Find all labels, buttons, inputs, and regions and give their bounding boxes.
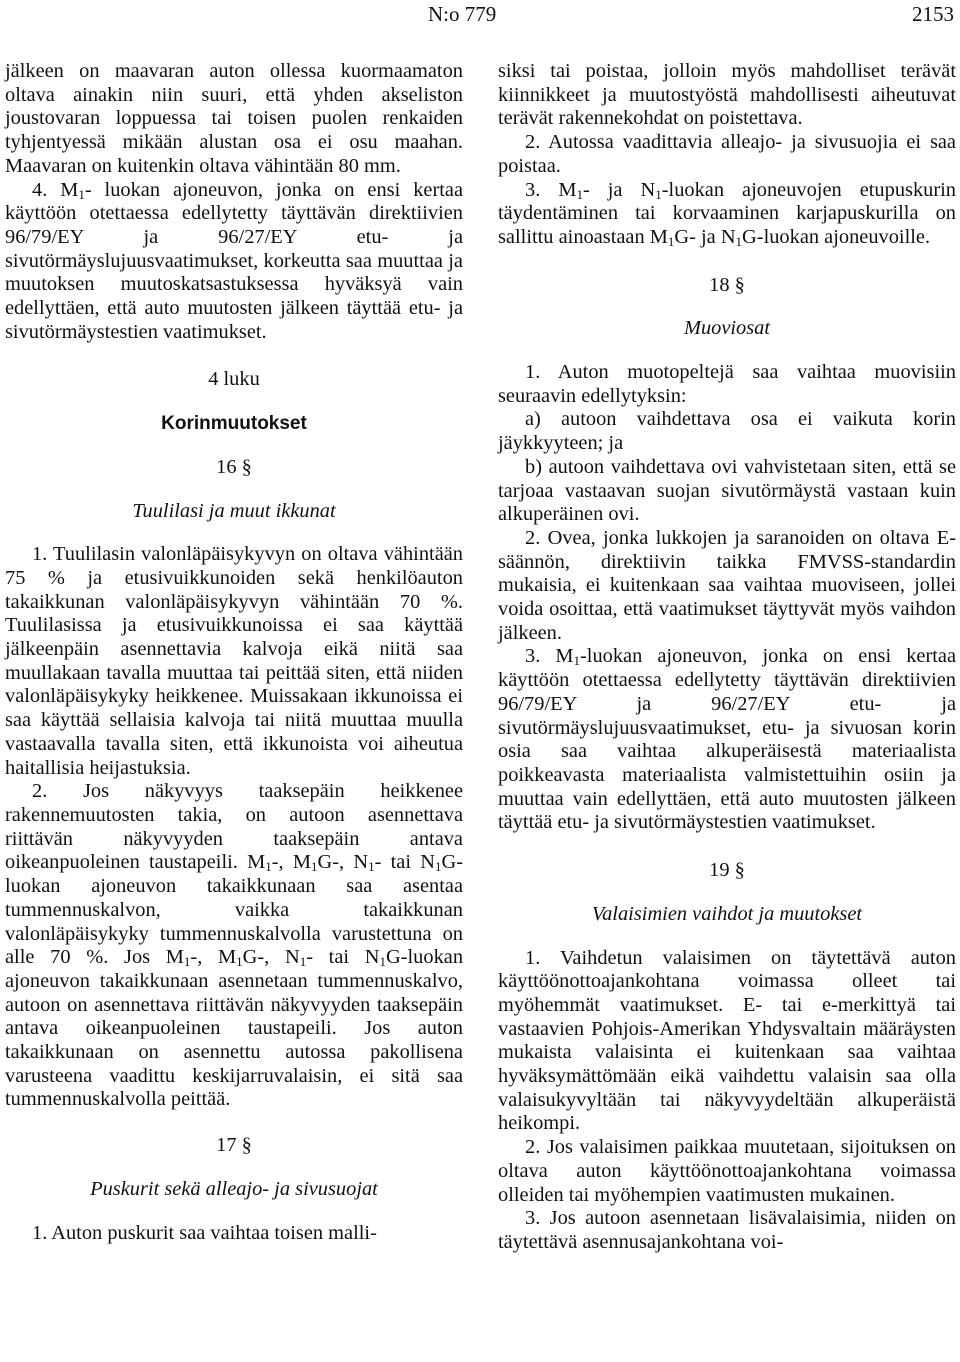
text-run: -luokan ajoneuvojen etupuskurin täydentäminen tai korvaaminen karjapuskurilla on sallittu ainoastaan M [498, 178, 956, 248]
right-column [498, 60, 956, 1255]
text-run: G-luokan ajoneuvoille. [742, 225, 931, 248]
text-run: G-luokan ajoneuvon takaikkunaan asennetaan tummennuskalvo, autoon on asennettava riittävän näkyvyyden taaksepäin antava oikeanpuoleinen taustapeili. Jos auton takaikkunaan on asennettu autossa pakollisena varusteena vaadittu keskijarruvalaisin, ei sitä saa tummennuskalvolla peittää. [5, 946, 464, 1111]
subscript: 1 [655, 186, 662, 202]
subscript: 1 [576, 186, 583, 202]
text-run: G-, N [242, 946, 300, 969]
paragraph-19-3: 3. Jos autoon asennetaan lisävalaisimia, niiden on täytettävä asennusajankohtana voi- [498, 1207, 956, 1253]
section-18-title: Muoviosat [683, 317, 771, 340]
subscript: 1 [299, 954, 307, 970]
section-19-heading: 19 § [709, 859, 745, 882]
section-18-heading: 18 § [709, 273, 745, 296]
chapter-title: Korinmuutokset [161, 413, 307, 435]
document-number: N:o 779 [428, 2, 497, 26]
text-run: - ja N [582, 178, 656, 201]
subscript: 1 [183, 954, 191, 970]
subscript: 1 [434, 859, 442, 875]
text-run: G-, N [317, 851, 369, 874]
section-17-title: Puskurit sekä alleajo- ja sivusuojat [90, 1177, 378, 1200]
subscript: 1 [265, 859, 272, 875]
paragraph-16-1: 1. Tuulilasin valonläpäisykyvyn on oltava vähintään 75 % ja etusivuikkunoiden sekä henkilöauton takaikkunan valonläpäisykyvyn vähintään 70 %. Tuulilasissa ja etusivuikkunoissa ei saa käyttää jälkeenpäin asennettavia kalvoja eikä niitä saa muullakaan tavalla muuttaa tai peittää siten, että niiden valonläpäisykyky heikkenee. Muissakaan ikkunoissa ei saa käyttää sellaisia kalvoja tai niitä muuttaa muulla vastaavalla tavalla siten, että ikkunoista voi aiheutua haitallisia heijastuksia. [5, 543, 463, 779]
subscript: 1 [379, 954, 386, 970]
subscript: 1 [311, 859, 318, 875]
section-16-heading: 16 § [216, 455, 252, 478]
paragraph-18-2: 2. Ovea, jonka lukkojen ja saranoiden on oltava E-säännön, direktiivin taikka FMVSS-standardin mukaisia, ei kuitenkaan saa vaihtaa muoviseen, jollei voida osoittaa, että vaatimukset täyttyvät myös vaihdon jälkeen. [498, 526, 956, 644]
text-run: 2. Jos näkyvyys taaksepäin heikkenee rakennemuutosten takia, on autoon asennettava riittävän näkyvyyden taaksepäin antava oikeanpuoleinen taustapeili. M [5, 780, 463, 874]
text-run: - tai N [306, 946, 380, 969]
text-run: G- ja N [674, 225, 736, 248]
chapter-number: 4 luku [208, 368, 260, 391]
section-17-heading: 17 § [216, 1134, 252, 1157]
paragraph-17-1-continued: siksi tai poistaa, jolloin myös mahdolliset terävät kiinnikkeet ja muutostyöstä mahdollisesti aiheutuvat terävät rakennekohdat on poistettava. [498, 60, 956, 130]
text-run: -, M [190, 946, 237, 969]
subscript: 1 [735, 233, 743, 249]
page-number: 2153 [912, 2, 954, 26]
paragraph-15-4 [5, 179, 463, 345]
text-run: - tai N [374, 851, 435, 874]
text-run: 3. M [525, 645, 574, 668]
section-19-title: Valaisimien vaihdot ja muutokset [591, 902, 863, 925]
paragraph-17-1: 1. Auton puskurit saa vaihtaa toisen malli- [32, 1221, 377, 1244]
subscript: 1 [368, 859, 375, 875]
paragraph-18-1-b: b) autoon vaihdettava ovi vahvistetaan siten, että se tarjoaa vastaavan suojan sivutörmäystä vastaan kuin alkuperäinen ovi. [498, 455, 956, 526]
text-run: - luokan ajoneuvon, jonka on ensi kertaa käyttöön otettaessa edellytetty täyttävän direktiivien 96/79/EY ja 96/27/EY etu- ja sivutörmäyslujuusvaatimukset, korkeutta saa muuttaa ja muutoksen muutoskatsastuksessa hyväksyä vain edellyttäen, että auto muutosten jälkeen täyttää etu- ja sivutörmäystestien vaatimukset. [5, 178, 463, 343]
left-column [5, 60, 463, 1245]
paragraph-18-3 [498, 645, 956, 835]
section-16-title: Tuulilasi ja muut ikkunat [132, 499, 336, 522]
text-run: G-luokan ajoneuvon takaikkunaan saa asentaa tummennuskalvon, vaikka takaikkunan valonläpäisykyky tummennuskalvolla varustettuna on alle 70 %. Jos M [5, 851, 464, 969]
paragraph-18-1-a: a) autoon vaihdettava osa ei vaikuta korin jäykkyyteen; ja [498, 408, 956, 455]
text-run: -, M [271, 851, 312, 874]
paragraph-17-3 [498, 179, 956, 250]
paragraph-17-2: 2. Autossa vaadittavia alleajo- ja sivusuojia ei saa poistaa. [498, 131, 956, 177]
subscript: 1 [236, 954, 243, 970]
paragraph-19-1: 1. Vaihdetun valaisimen on täytettävä auton käyttöönottoajankohtana voimassa olleet tai myöhemmät vaatimukset. E- tai e-merkittyä tai vastaavien Pohjois-Amerikan Yhdysvaltain määräysten mukaista valaisinta ei kuitenkaan saa vaihtaa hyväksymättömään eikä vaihdettu valaisin saa olla valaisukyvyltään tai näkyvyydeltään alkuperäistä heikompi. [498, 946, 956, 1135]
paragraph-16-2 [5, 780, 463, 1112]
text-run: 4. M [32, 178, 79, 201]
text-run: 3. M [525, 178, 577, 201]
text-run: -luokan ajoneuvon, jonka on ensi kertaa käyttöön otettaessa edellytetty täyttävän direktiivien 96/79/EY ja 96/27/EY etu- ja sivutörmäyslujuusvaatimukset, etu- ja sivuosan korin osia saa vaihtaa alkuperäisestä materiaalista poikkeavasta materiaalista valmistettuihin osiin ja muuttaa vain edellyttäen, että auto muutosten jälkeen täyttää etu- ja sivutörmäystestien vaatimukset. [498, 645, 956, 834]
paragraph-19-2: 2. Jos valaisimen paikkaa muutetaan, sijoituksen on oltava auton käyttöönottoajankohtana voimassa olleiden tai myöhempien vaatimusten mukainen. [498, 1136, 956, 1206]
subscript: 1 [667, 233, 675, 249]
subscript: 1 [573, 653, 580, 669]
subscript: 1 [78, 186, 85, 202]
paragraph-18-1: 1. Auton muotopeltejä saa vaihtaa muovisiin seuraavin edellytyksin: [498, 361, 956, 407]
paragraph-continued: jälkeen on maavaran auton ollessa kuormaamaton oltava ainakin niin suuri, että yhden akseliston joustovaran loppuessa tai toisen puolen renkaiden tyhjentyessä mikään alustan osa ei osu maahan. Maavaran on kuitenkin oltava vähintään 80 mm. [5, 60, 463, 177]
